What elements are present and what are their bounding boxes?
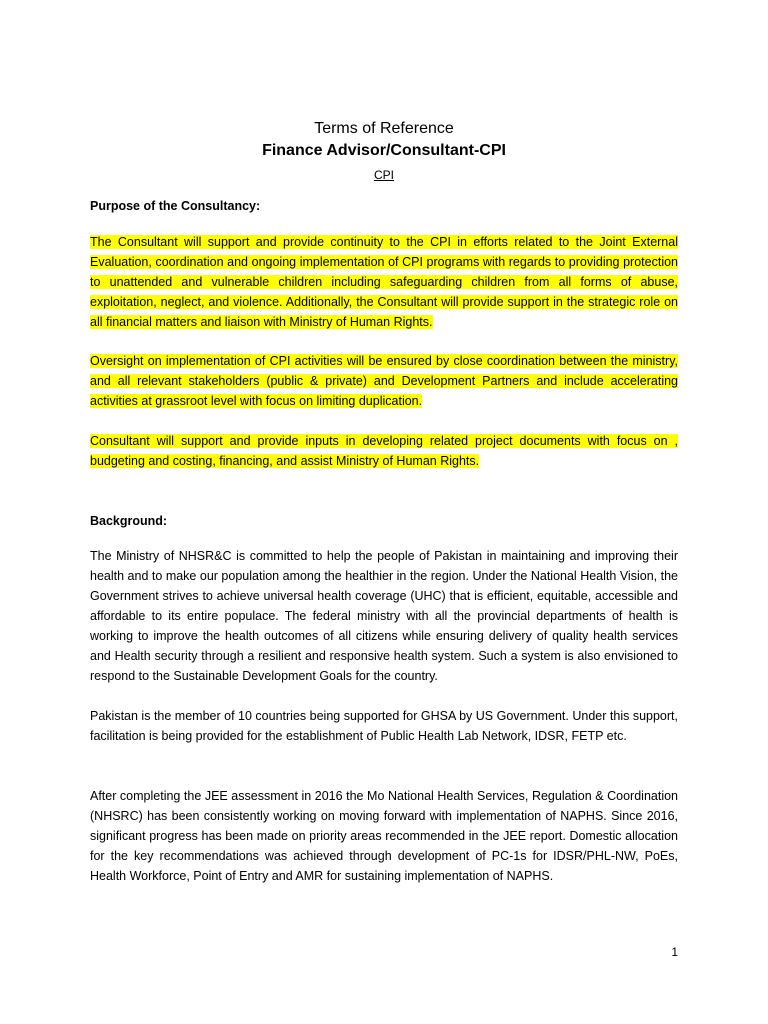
background-heading: Background: [90,514,168,528]
purpose-paragraph-2 [90,351,678,411]
document-section-label: CPI [373,168,394,182]
purpose-paragraph-2-text: Oversight on implementation of CPI activities will be ensured by close coordination between the ministry, and all relevant stakeholders (public & private) and Development Partners and include accelerating activities at grassroot level with focus on limiting duplication. [90,354,678,408]
background-paragraph-1: The Ministry of NHSR&C is committed to help the people of Pakistan in maintaining and improving their health and to make our population among the healthier in the region. Under the National Health Vision, the Government strives to achieve universal health coverage (UHC) that is efficient, equitable, accessible and affordable to its entire populace. The federal ministry with all the provincial departments of health is working to improve the health outcomes of all citizens while ensuring delivery of quality health services and Health security through a resilient and responsive health system. Such a system is also envisioned to respond to the Sustainable Development Goals for the country. [90,549,678,683]
document-title: Terms of Reference [314,120,454,137]
background-paragraph-3: After completing the JEE assessment in 2016 the Mo National Health Services, Regulation & Coordination (NHSRC) has been consistently working on moving forward with implementation of NAPHS. Since 2016, significant progress has been made on priority areas recommended in the JEE report. Domestic allocation for the key recommendations was achieved through development of PC-1s for IDSR/PHL-NW, PoEs, Health Workforce, Point of Entry and AMR for sustaining implementation of NAPHS. [90,789,678,883]
purpose-heading: Purpose of the Consultancy: [90,199,261,213]
purpose-paragraph-3 [90,431,678,471]
background-paragraph-2: Pakistan is the member of 10 countries being supported for GHSA by US Government. Under this support, facilitation is being provided for the establishment of Public Health Lab Network, IDSR, FETP etc. [90,709,678,743]
page-number: 1 [671,945,678,959]
purpose-paragraph-1-text: The Consultant will support and provide continuity to the CPI in efforts related to the Joint External Evaluation, coordination and ongoing implementation of CPI programs with regards to providing protection to unattended and vulnerable children including safeguarding children from all forms of abuse, exploitation, neglect, and violence. Additionally, the Consultant will provide support in the strategic role on all financial matters and liaison with Ministry of Human Rights. [90,235,678,329]
purpose-paragraph-3-text: Consultant will support and provide inputs in developing related project documents with focus on , budgeting and costing, financing, and assist Ministry of Human Rights. [90,434,678,468]
document-subtitle: Finance Advisor/Consultant-CPI [262,142,506,159]
purpose-paragraph-1 [90,232,678,332]
title-block [90,118,678,186]
